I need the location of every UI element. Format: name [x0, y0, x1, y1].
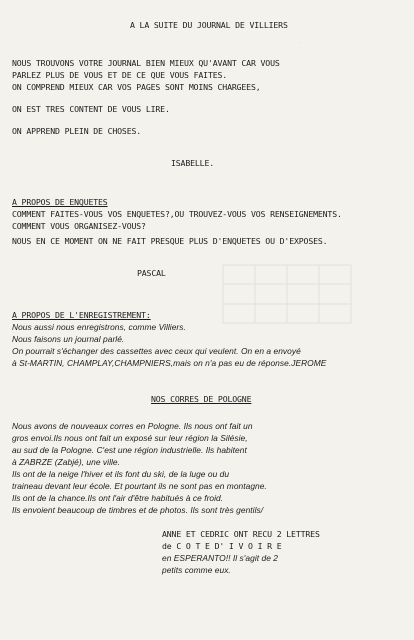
pologne-line4: à ZABRZE (Zabjé), une ville.: [12, 457, 120, 467]
enquetes-heading: A PROPOS DE ENQUETES: [12, 197, 108, 207]
signature-pascal: PASCAL: [137, 268, 166, 278]
show-through-text: .: [300, 38, 302, 45]
para1-line3: ON COMPREND MIEUX CAR VOS PAGES SONT MOINS CHARGEES,: [12, 82, 261, 92]
pologne-line6: traineau devant leur école. Et pourtant ils ne sont pas en montagne.: [12, 481, 267, 491]
enquetes-line3: NOUS EN CE MOMENT ON NE FAIT PRESQUE PLUS D'ENQUETES OU D'EXPOSES.: [12, 236, 328, 246]
enregistrement-line1: Nous aussi nous enregistrons, comme Villiers.: [12, 322, 186, 332]
pologne-heading: NOS CORRES DE POLOGNE: [151, 394, 252, 404]
cote-ivoire-line4: petits comme eux.: [162, 565, 231, 575]
pologne-line7: Ils ont de la chance.Ils ont l'air d'être habitués à ce froid.: [12, 493, 224, 503]
enregistrement-line2: Nous faisons un journal parlé.: [12, 334, 125, 344]
para1-line2: PARLEZ PLUS DE VOUS ET DE CE QUE VOUS FAITES.: [12, 70, 228, 80]
para2: ON EST TRES CONTENT DE VOUS LIRE.: [12, 104, 170, 114]
pologne-line1: Nous avons de nouveaux corres en Pologne. Ils nous ont fait un: [12, 421, 253, 431]
signature-isabelle: ISABELLE.: [171, 158, 215, 168]
enquetes-line2: COMMENT VOUS ORGANISEZ-VOUS?: [12, 221, 146, 231]
enregistrement-heading: A PROPOS DE L'ENREGISTREMENT:: [12, 310, 151, 320]
para3: ON APPREND PLEIN DE CHOSES.: [12, 126, 142, 136]
para1-line1: NOUS TROUVONS VOTRE JOURNAL BIEN MIEUX QU'AVANT CAR VOUS: [12, 58, 280, 68]
enregistrement-line3: On pourrait s'échanger des cassettes avec ceux qui veulent. On en a envoyé: [12, 346, 301, 356]
pologne-line2: gros envoi.Ils nous ont fait un exposé sur leur région la Silésie,: [12, 433, 248, 443]
enquetes-line1: COMMENT FAITES-VOUS VOS ENQUETES?,OU TROUVEZ-VOUS VOS RENSEIGNEMENTS.: [12, 209, 342, 219]
enregistrement-line4: à St-MARTIN, CHAMPLAY,CHAMPNIERS,mais on n'a pas eu de réponse.JEROME: [12, 358, 327, 368]
pologne-line3: au sud de la Pologne. C'est une région industrielle. Ils habitent: [12, 445, 247, 455]
page-title: A LA SUITE DU JOURNAL DE VILLIERS: [130, 20, 288, 30]
pologne-line5: Ils ont de la neige l'hiver et ils font du ski, de la luge ou du: [12, 469, 230, 479]
cote-ivoire-line1: ANNE ET CEDRIC ONT RECU 2 LETTRES: [162, 529, 320, 539]
show-through-grid: [222, 264, 352, 324]
cote-ivoire-line2: de C O T E D' I V O I R E: [162, 541, 282, 551]
cote-ivoire-line3: en ESPERANTO!! Il s'agit de 2: [162, 553, 279, 563]
pologne-line8: Ils envoient beaucoup de timbres et de photos. Ils sont très gentils/: [12, 505, 264, 515]
